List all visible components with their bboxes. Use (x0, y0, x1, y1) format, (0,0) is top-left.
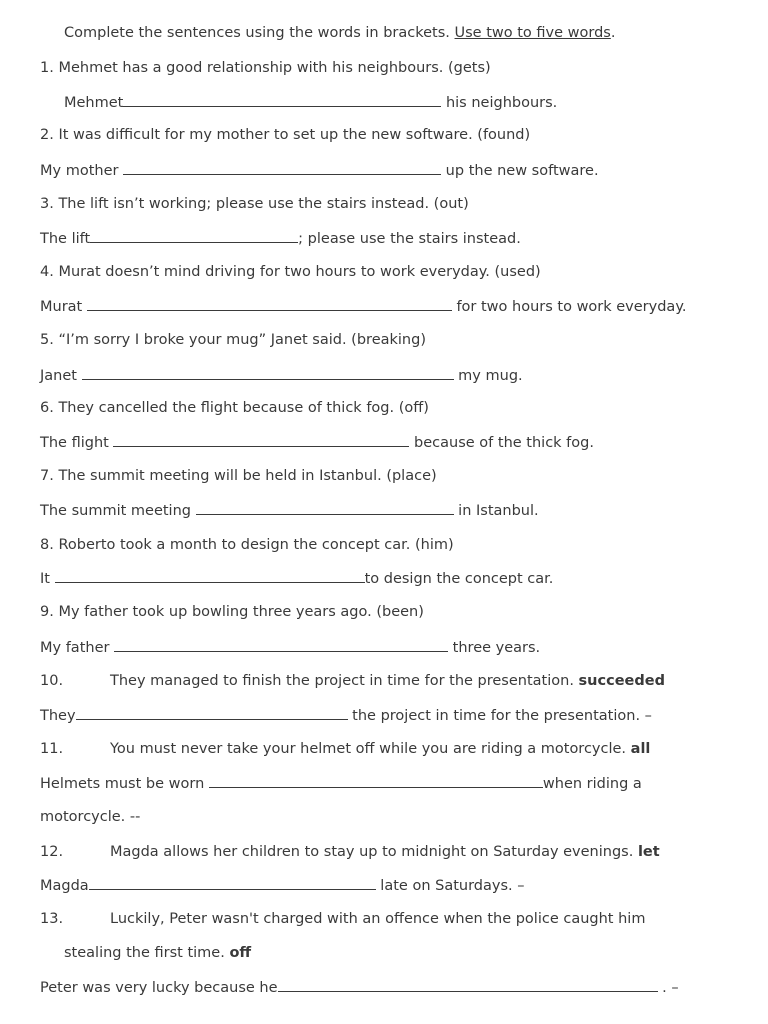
answer-blank-13[interactable] (278, 977, 658, 992)
question-2-answer-line: My mother up the new software. (40, 160, 599, 181)
question-5-prompt: 5. “I’m sorry I broke your mug” Janet said. (breaking) (40, 332, 426, 348)
question-10-prompt: 10. They managed to finish the project in time for the presentation. succeeded (40, 673, 665, 689)
question-11-keyword: all (630, 741, 651, 757)
question-7-prompt: 7. The summit meeting will be held in Istanbul. (place) (40, 468, 437, 484)
question-10-answer-line: They the project in time for the presentation. – (40, 705, 652, 726)
answer-blank-3[interactable] (90, 228, 298, 243)
answer-blank-12[interactable] (89, 875, 376, 890)
answer-blank-10[interactable] (76, 705, 348, 720)
question-11-answer-line: Helmets must be worn when riding a (40, 773, 642, 794)
instructions-link[interactable]: Use two to five words (454, 25, 611, 41)
question-3-prompt: 3. The lift isn’t working; please use the stairs instead. (out) (40, 196, 469, 212)
question-4-prompt: 4. Murat doesn’t mind driving for two hours to work everyday. (used) (40, 264, 541, 280)
question-10-number: 10. (40, 673, 64, 689)
question-1-answer-line: Mehmet his neighbours. (64, 92, 557, 113)
question-5-answer-line: Janet my mug. (40, 365, 523, 386)
question-9-prompt: 9. My father took up bowling three years ago. (been) (40, 604, 424, 620)
answer-blank-7[interactable] (196, 500, 454, 515)
question-12-prompt: 12. Magda allows her children to stay up to midnight on Saturday evenings. let (40, 844, 660, 860)
instructions-text: Complete the sentences using the words in brackets. (64, 25, 455, 41)
answer-blank-8[interactable] (55, 568, 365, 583)
instructions: Complete the sentences using the words in brackets. Use two to five words. (64, 25, 616, 41)
answer-blank-5[interactable] (82, 365, 454, 380)
question-1-prompt: 1. Mehmet has a good relationship with his neighbours. (gets) (40, 60, 491, 76)
question-13-answer-line: Peter was very lucky because he . – (40, 977, 679, 998)
answer-blank-2[interactable] (123, 160, 441, 175)
answer-blank-11[interactable] (209, 773, 543, 788)
question-3-answer-line: The lift ; please use the stairs instead. (40, 228, 521, 249)
question-11-continuation: motorcycle. -- (40, 809, 141, 825)
question-8-prompt: 8. Roberto took a month to design the concept car. (him) (40, 537, 454, 553)
answer-blank-9[interactable] (114, 637, 448, 652)
question-4-answer-line: Murat for two hours to work everyday. (40, 296, 686, 317)
question-11-prompt: 11. You must never take your helmet off while you are riding a motorcycle. all (40, 741, 651, 757)
question-13-prompt-continuation: stealing the first time. off (64, 945, 252, 961)
question-2-prompt: 2. It was difficult for my mother to set up the new software. (found) (40, 127, 531, 143)
question-6-answer-line: The flight because of the thick fog. (40, 432, 594, 453)
question-11-number: 11. (40, 741, 64, 757)
question-10-keyword: succeeded (578, 673, 665, 689)
answer-blank-4[interactable] (87, 296, 452, 311)
question-12-answer-line: Magda late on Saturdays. – (40, 875, 524, 896)
question-13-keyword: off (229, 945, 252, 961)
question-9-answer-line: My father three years. (40, 637, 540, 658)
question-12-keyword: let (637, 844, 660, 860)
question-7-answer-line: The summit meeting in Istanbul. (40, 500, 539, 521)
question-13-number: 13. (40, 911, 64, 927)
question-8-answer-line: It to design the concept car. (40, 568, 553, 589)
question-12-number: 12. (40, 844, 64, 860)
answer-blank-1[interactable] (123, 92, 441, 107)
answer-blank-6[interactable] (113, 432, 409, 447)
question-6-prompt: 6. They cancelled the flight because of thick fog. (off) (40, 400, 429, 416)
question-13-prompt: 13. Luckily, Peter wasn't charged with an offence when the police caught him (40, 911, 646, 927)
